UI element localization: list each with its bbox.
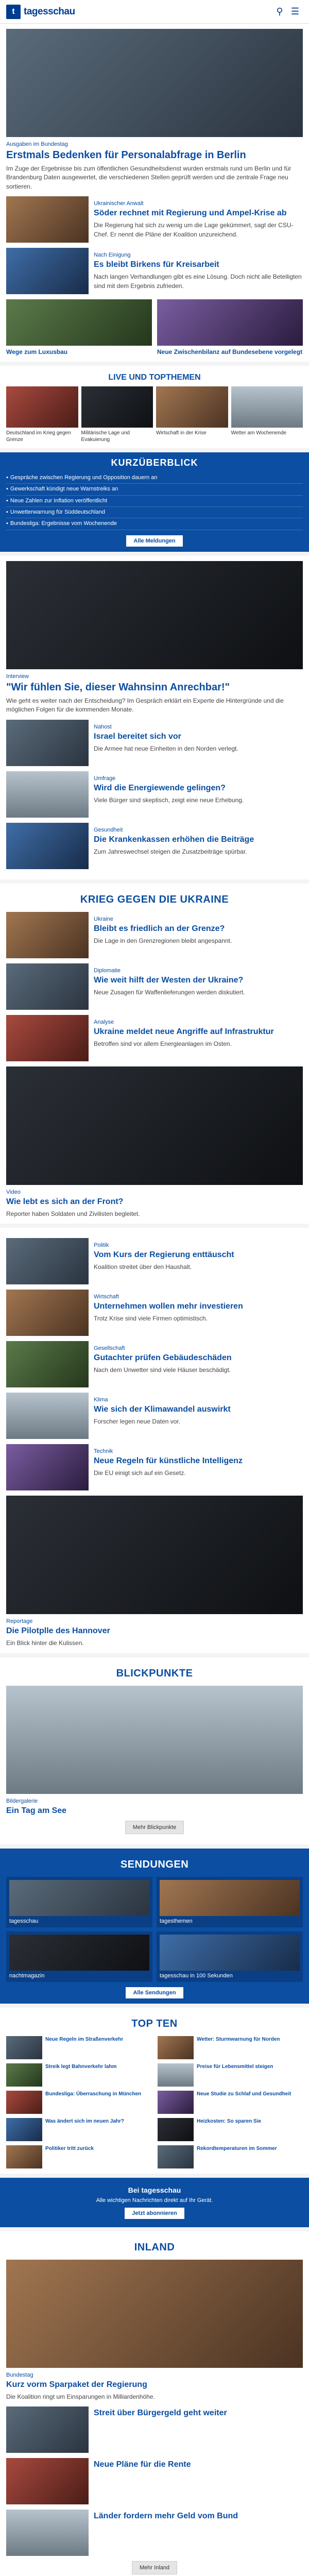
topten-image[interactable]	[158, 2145, 194, 2168]
topten-item[interactable]	[158, 2036, 303, 2059]
story-row[interactable]	[6, 2458, 303, 2504]
topten-image[interactable]	[6, 2145, 42, 2168]
story-headline[interactable]: Bleibt es friedlich an der Grenze?	[94, 924, 225, 933]
story-image[interactable]	[6, 2406, 89, 2453]
second-video-teaser: Ein Blick hinter die Kulissen.	[6, 1639, 84, 1647]
card-caption[interactable]: Neue Zwischenbilanz auf Bundesebene vorgelegt	[157, 348, 303, 356]
inland-image[interactable]	[6, 2260, 303, 2368]
story-topline: Gesellschaft	[94, 1345, 125, 1352]
newsletter-desc: Alle wichtigen Nachrichten direkt auf Ihr Gerät.	[96, 2197, 213, 2204]
blickpunkte-title: BLICKPUNKTE	[116, 1667, 193, 1679]
video-topline: Video	[6, 1189, 21, 1195]
feature-section	[0, 556, 309, 879]
sendung-card[interactable]	[157, 1931, 303, 1982]
story-image[interactable]	[6, 2510, 89, 2556]
topten-item[interactable]	[6, 2063, 151, 2087]
story-row[interactable]	[6, 1290, 303, 1336]
story-image[interactable]	[6, 1393, 89, 1439]
blickpunkte-image[interactable]	[6, 1686, 303, 1794]
topten-item[interactable]	[158, 2118, 303, 2141]
topten-caption[interactable]: Politiker tritt zurück	[45, 2145, 94, 2151]
logo[interactable]	[6, 5, 75, 19]
story-headline[interactable]: Unternehmen wollen mehr investieren	[94, 1302, 243, 1311]
live-image[interactable]	[81, 386, 153, 428]
story-topline: Nach Einigung	[94, 252, 131, 259]
story-topline: Nahost	[94, 723, 112, 730]
topten-item[interactable]	[6, 2036, 151, 2059]
story-row[interactable]	[6, 771, 303, 818]
topten-image[interactable]	[158, 2063, 194, 2087]
kurzueberblick-box	[0, 452, 309, 552]
story-teaser: Trotz Krise sind viele Firmen optimistisch.	[94, 1315, 208, 1323]
topten-caption[interactable]: Heizkosten: So sparen Sie	[197, 2118, 262, 2124]
story-teaser: Nach langen Verhandlungen gibt es eine Lösung. Doch nicht alle Beteiligten sind mit dem Ergebnis zufrieden.	[94, 273, 302, 290]
sendung-caption[interactable]: tagesschau	[9, 1918, 39, 1924]
topten-caption[interactable]: Wetter: Sturmwarnung für Norden	[197, 2036, 280, 2042]
inland-title: INLAND	[134, 2241, 175, 2253]
second-video-headline[interactable]: Die Pilotplle des Hannover	[6, 1626, 110, 1636]
menu-icon[interactable]: ☰	[290, 6, 300, 16]
story-topline: Technik	[94, 1448, 113, 1455]
live-image[interactable]	[6, 386, 78, 428]
topten-image[interactable]	[158, 2036, 194, 2059]
sendung-card[interactable]	[6, 1877, 152, 1927]
card-image[interactable]	[157, 299, 303, 346]
newsletter-box	[0, 2178, 309, 2227]
kurz-item[interactable]: ▪ Gespräche zwischen Regierung und Opposition dauern an	[6, 472, 303, 484]
sendung-caption[interactable]: tagesthemen	[160, 1918, 193, 1924]
card-caption[interactable]: Wege zum Luxusbau	[6, 348, 68, 356]
inland-teaser: Die Koalition ringt um Einsparungen in Milliardenhöhe.	[6, 2393, 155, 2401]
topten-caption[interactable]: Rekordtemperaturen im Sommer	[197, 2145, 277, 2151]
story-image[interactable]	[6, 196, 89, 243]
story-teaser: Die EU einigt sich auf ein Gesetz.	[94, 1469, 186, 1477]
live-card[interactable]	[6, 386, 78, 443]
story-headline[interactable]: Wie sich der Klimawandel auswirkt	[94, 1405, 231, 1414]
live-card[interactable]	[156, 386, 228, 443]
inland-headline[interactable]: Kurz vorm Sparpaket der Regierung	[6, 2380, 147, 2389]
story-headline[interactable]: Es bleibt Birkens für Kreisarbeit	[94, 260, 219, 269]
topten-caption[interactable]: Bundesliga: Überraschung in München	[45, 2091, 142, 2097]
story-topline: Gesundheit	[94, 826, 123, 833]
list-section	[0, 1228, 309, 1653]
story-row[interactable]	[6, 823, 303, 869]
live-image[interactable]	[156, 386, 228, 428]
sendung-image[interactable]	[160, 1935, 300, 1971]
story-teaser: Betroffen sind vor allem Energieanlagen im Osten.	[94, 1040, 232, 1047]
story-headline[interactable]: Israel bereitet sich vor	[94, 732, 181, 741]
story-row[interactable]	[6, 248, 303, 294]
story-row[interactable]	[6, 1015, 303, 1061]
ukraine-section	[0, 884, 309, 1224]
story-headline[interactable]: Wie weit hilft der Westen der Ukraine?	[94, 975, 244, 985]
video-headline[interactable]: Wie lebt es sich an der Front?	[6, 1197, 124, 1206]
topten-caption[interactable]: Neue Regeln im Straßenverkehr	[45, 2036, 124, 2042]
hero-topline: Ausgaben im Bundestag	[6, 141, 68, 147]
story-row[interactable]	[6, 2510, 303, 2556]
story-topline: Ukrainischer Anwalt	[94, 200, 144, 207]
story-image[interactable]	[6, 1444, 89, 1490]
topten-caption[interactable]: Was ändert sich im neuen Jahr?	[45, 2118, 125, 2124]
live-caption[interactable]: Wetter am Wochenende	[231, 430, 286, 436]
inland-topline: Bundestag	[6, 2371, 33, 2378]
topten-section	[0, 2008, 309, 2174]
live-section	[0, 366, 309, 448]
sendung-caption[interactable]: tagesschau in 100 Sekunden	[160, 1972, 233, 1979]
more-blickpunkte-button[interactable]: Mehr Blickpunkte	[125, 1821, 184, 1834]
story-teaser: Die Lage in den Grenzregionen bleibt angespannt.	[94, 937, 232, 944]
story-topline: Klima	[94, 1397, 108, 1403]
topten-title: TOP TEN	[131, 2018, 178, 2029]
story-image[interactable]	[6, 720, 89, 766]
topten-caption[interactable]: Streik legt Bahnverkehr lahm	[45, 2063, 117, 2070]
story-headline[interactable]: Länder fordern mehr Geld vom Bund	[94, 2512, 238, 2521]
story-image[interactable]	[6, 771, 89, 818]
story-headline[interactable]: Wird die Energiewende gelingen?	[94, 783, 226, 792]
newsletter-title: Bei tagesschau	[128, 2185, 181, 2194]
live-caption[interactable]: Wirtschaft in der Krise	[156, 430, 207, 436]
feature-headline[interactable]: "Wir fühlen Sie, dieser Wahnsinn Anrechbar!"	[6, 681, 230, 693]
blickpunkte-section	[0, 1657, 309, 1844]
all-sendungen-button[interactable]: Alle Sendungen	[126, 1987, 183, 1998]
live-card[interactable]	[231, 386, 303, 443]
story-row[interactable]	[6, 963, 303, 1010]
live-caption[interactable]: Militärische Lage und Evakuierung	[81, 430, 130, 443]
story-row[interactable]	[6, 1444, 303, 1490]
live-image[interactable]	[231, 386, 303, 428]
hero-teaser: Im Zuge der Ergebnisse bis zum öffentlichen Gesundheitsdienst wurden erstmals rund um Berlin und für Brandenburg Daten ausgewertet, die verschiedenen Stellen geprüft werden und die zentrale Frage neu sortieren.	[6, 165, 291, 190]
story-teaser: Forscher legen neue Daten vor.	[94, 1418, 181, 1426]
story-row[interactable]	[6, 1238, 303, 1284]
story-row[interactable]	[6, 912, 303, 958]
story-row[interactable]	[6, 196, 303, 243]
video-image[interactable]	[6, 1066, 303, 1185]
story-topline: Ukraine	[94, 916, 113, 922]
story-topline: Analyse	[94, 1019, 114, 1025]
story-teaser: Die Armee hat neue Einheiten in den Norden verlegt.	[94, 744, 238, 752]
topten-image[interactable]	[158, 2118, 194, 2141]
story-image[interactable]	[6, 1341, 89, 1387]
feature-topline: Interview	[6, 673, 29, 680]
inland-section	[0, 2231, 309, 2576]
story-image[interactable]	[6, 823, 89, 869]
topten-item[interactable]	[6, 2145, 151, 2168]
topten-item[interactable]	[6, 2091, 151, 2114]
second-video-image[interactable]	[6, 1496, 303, 1614]
story-teaser: Zum Jahreswechsel steigen die Zusatzbeiträge spürbar.	[94, 848, 247, 855]
topten-image[interactable]	[6, 2036, 42, 2059]
search-icon[interactable]: ⚲	[276, 6, 283, 16]
story-headline[interactable]: Söder rechnet mit Regierung und Ampel-Krise ab	[94, 209, 287, 218]
story-topline: Politik	[94, 1242, 109, 1249]
sendung-card[interactable]	[157, 1877, 303, 1927]
small-card[interactable]	[6, 299, 152, 357]
story-image[interactable]	[6, 1290, 89, 1336]
live-caption[interactable]: Deutschland im Krieg gegen Grenze	[6, 430, 71, 443]
logo-icon: t	[6, 5, 21, 19]
second-video-topline: Reportage	[6, 1618, 33, 1625]
topten-image[interactable]	[6, 2063, 42, 2087]
story-headline[interactable]: Ukraine meldet neue Angriffe auf Infrastruktur	[94, 1027, 274, 1036]
feature-teaser: Wie geht es weiter nach der Entscheidung? Im Gespräch erklärt ein Experte die Hintergründe und die möglichen Folgen für die kommenden Monate.	[6, 697, 284, 714]
hero-image[interactable]	[6, 29, 303, 137]
brand-name: tagesschau	[24, 6, 75, 17]
kurz-item[interactable]: ▪ Bundesliga: Ergebnisse vom Wochenende	[6, 518, 303, 530]
story-topline: Wirtschaft	[94, 1294, 119, 1300]
kurzueberblick-title: KURZÜBERBLICK	[111, 457, 198, 468]
story-image[interactable]	[6, 1015, 89, 1061]
story-teaser: Nach dem Unwetter sind viele Häuser beschädigt.	[94, 1366, 231, 1374]
sendung-image[interactable]	[160, 1880, 300, 1916]
hero-section	[0, 24, 309, 362]
more-inland-button[interactable]: Mehr Inland	[132, 2561, 177, 2574]
sendung-image[interactable]	[9, 1935, 149, 1971]
kurz-item[interactable]: ▪ Unwetterwarnung für Süddeutschland	[6, 507, 303, 518]
video-teaser: Reporter haben Soldaten und Zivilisten begleitet.	[6, 1210, 140, 1217]
sendung-card[interactable]	[6, 1931, 152, 1982]
story-headline[interactable]: Streit über Bürgergeld geht weiter	[94, 2409, 227, 2418]
card-image[interactable]	[6, 299, 152, 346]
kurz-item[interactable]: ▪ Gewerkschaft kündigt neue Warnstreiks an	[6, 484, 303, 495]
story-image[interactable]	[6, 963, 89, 1010]
topten-image[interactable]	[6, 2091, 42, 2114]
sendung-caption[interactable]: nachtmagazin	[9, 1972, 45, 1979]
topten-item[interactable]	[158, 2145, 303, 2168]
topten-caption[interactable]: Preise für Lebensmittel steigen	[197, 2063, 273, 2070]
story-teaser: Viele Bürger sind skeptisch, zeigt eine neue Erhebung.	[94, 796, 244, 804]
topten-image[interactable]	[158, 2091, 194, 2114]
story-teaser: Koalition streitet über den Haushalt.	[94, 1263, 192, 1271]
blickpunkte-headline[interactable]: Ein Tag am See	[6, 1806, 67, 1815]
small-cards	[6, 299, 303, 357]
story-headline[interactable]: Vom Kurs der Regierung enttäuscht	[94, 1250, 234, 1260]
sendungen-title: SENDUNGEN	[120, 1858, 189, 1870]
topten-image[interactable]	[6, 2118, 42, 2141]
story-image[interactable]	[6, 2458, 89, 2504]
feature-image[interactable]	[6, 561, 303, 669]
header	[0, 0, 309, 24]
topten-caption[interactable]: Neue Studie zu Schlaf und Gesundheit	[197, 2091, 291, 2097]
topten-item[interactable]	[6, 2118, 151, 2141]
story-row[interactable]	[6, 1341, 303, 1387]
live-card[interactable]	[81, 386, 153, 443]
newsletter-button[interactable]: Jetzt abonnieren	[125, 2208, 184, 2219]
ukraine-title: KRIEG GEGEN DIE UKRAINE	[80, 893, 229, 905]
story-headline[interactable]: Neue Regeln für künstliche Intelligenz	[94, 1456, 243, 1466]
story-headline[interactable]: Die Krankenkassen erhöhen die Beiträge	[94, 835, 254, 844]
story-topline: Diplomatie	[94, 967, 121, 974]
sendung-image[interactable]	[9, 1880, 149, 1916]
sendungen-section	[0, 1849, 309, 2004]
story-row[interactable]	[6, 1393, 303, 1439]
small-card[interactable]	[157, 299, 303, 357]
topten-item[interactable]	[158, 2063, 303, 2087]
story-teaser: Neue Zusagen für Waffenlieferungen werden diskutiert.	[94, 988, 245, 996]
story-image[interactable]	[6, 1238, 89, 1284]
story-row[interactable]	[6, 720, 303, 766]
topten-item[interactable]	[158, 2091, 303, 2114]
story-teaser: Die Regierung hat sich zu wenig um die Lage gekümmert, sagt der CSU-Chef. Er nennt die Pläne der Koalition unzureichend.	[94, 222, 294, 238]
story-headline[interactable]: Neue Pläne für die Rente	[94, 2460, 191, 2469]
story-headline[interactable]: Gutachter prüfen Gebäudeschäden	[94, 1353, 232, 1363]
story-image[interactable]	[6, 912, 89, 958]
story-image[interactable]	[6, 248, 89, 294]
story-row[interactable]	[6, 2406, 303, 2453]
kurz-item[interactable]: ▪ Neue Zahlen zur Inflation veröffentlicht	[6, 496, 303, 507]
story-topline: Umfrage	[94, 775, 116, 782]
live-title: LIVE UND TOPTHEMEN	[108, 372, 201, 382]
hero-headline[interactable]: Erstmals Bedenken für Personalabfrage in Berlin	[6, 149, 246, 161]
blickpunkte-topline: Bildergalerie	[6, 1798, 38, 1804]
all-news-button[interactable]: Alle Meldungen	[126, 535, 182, 547]
